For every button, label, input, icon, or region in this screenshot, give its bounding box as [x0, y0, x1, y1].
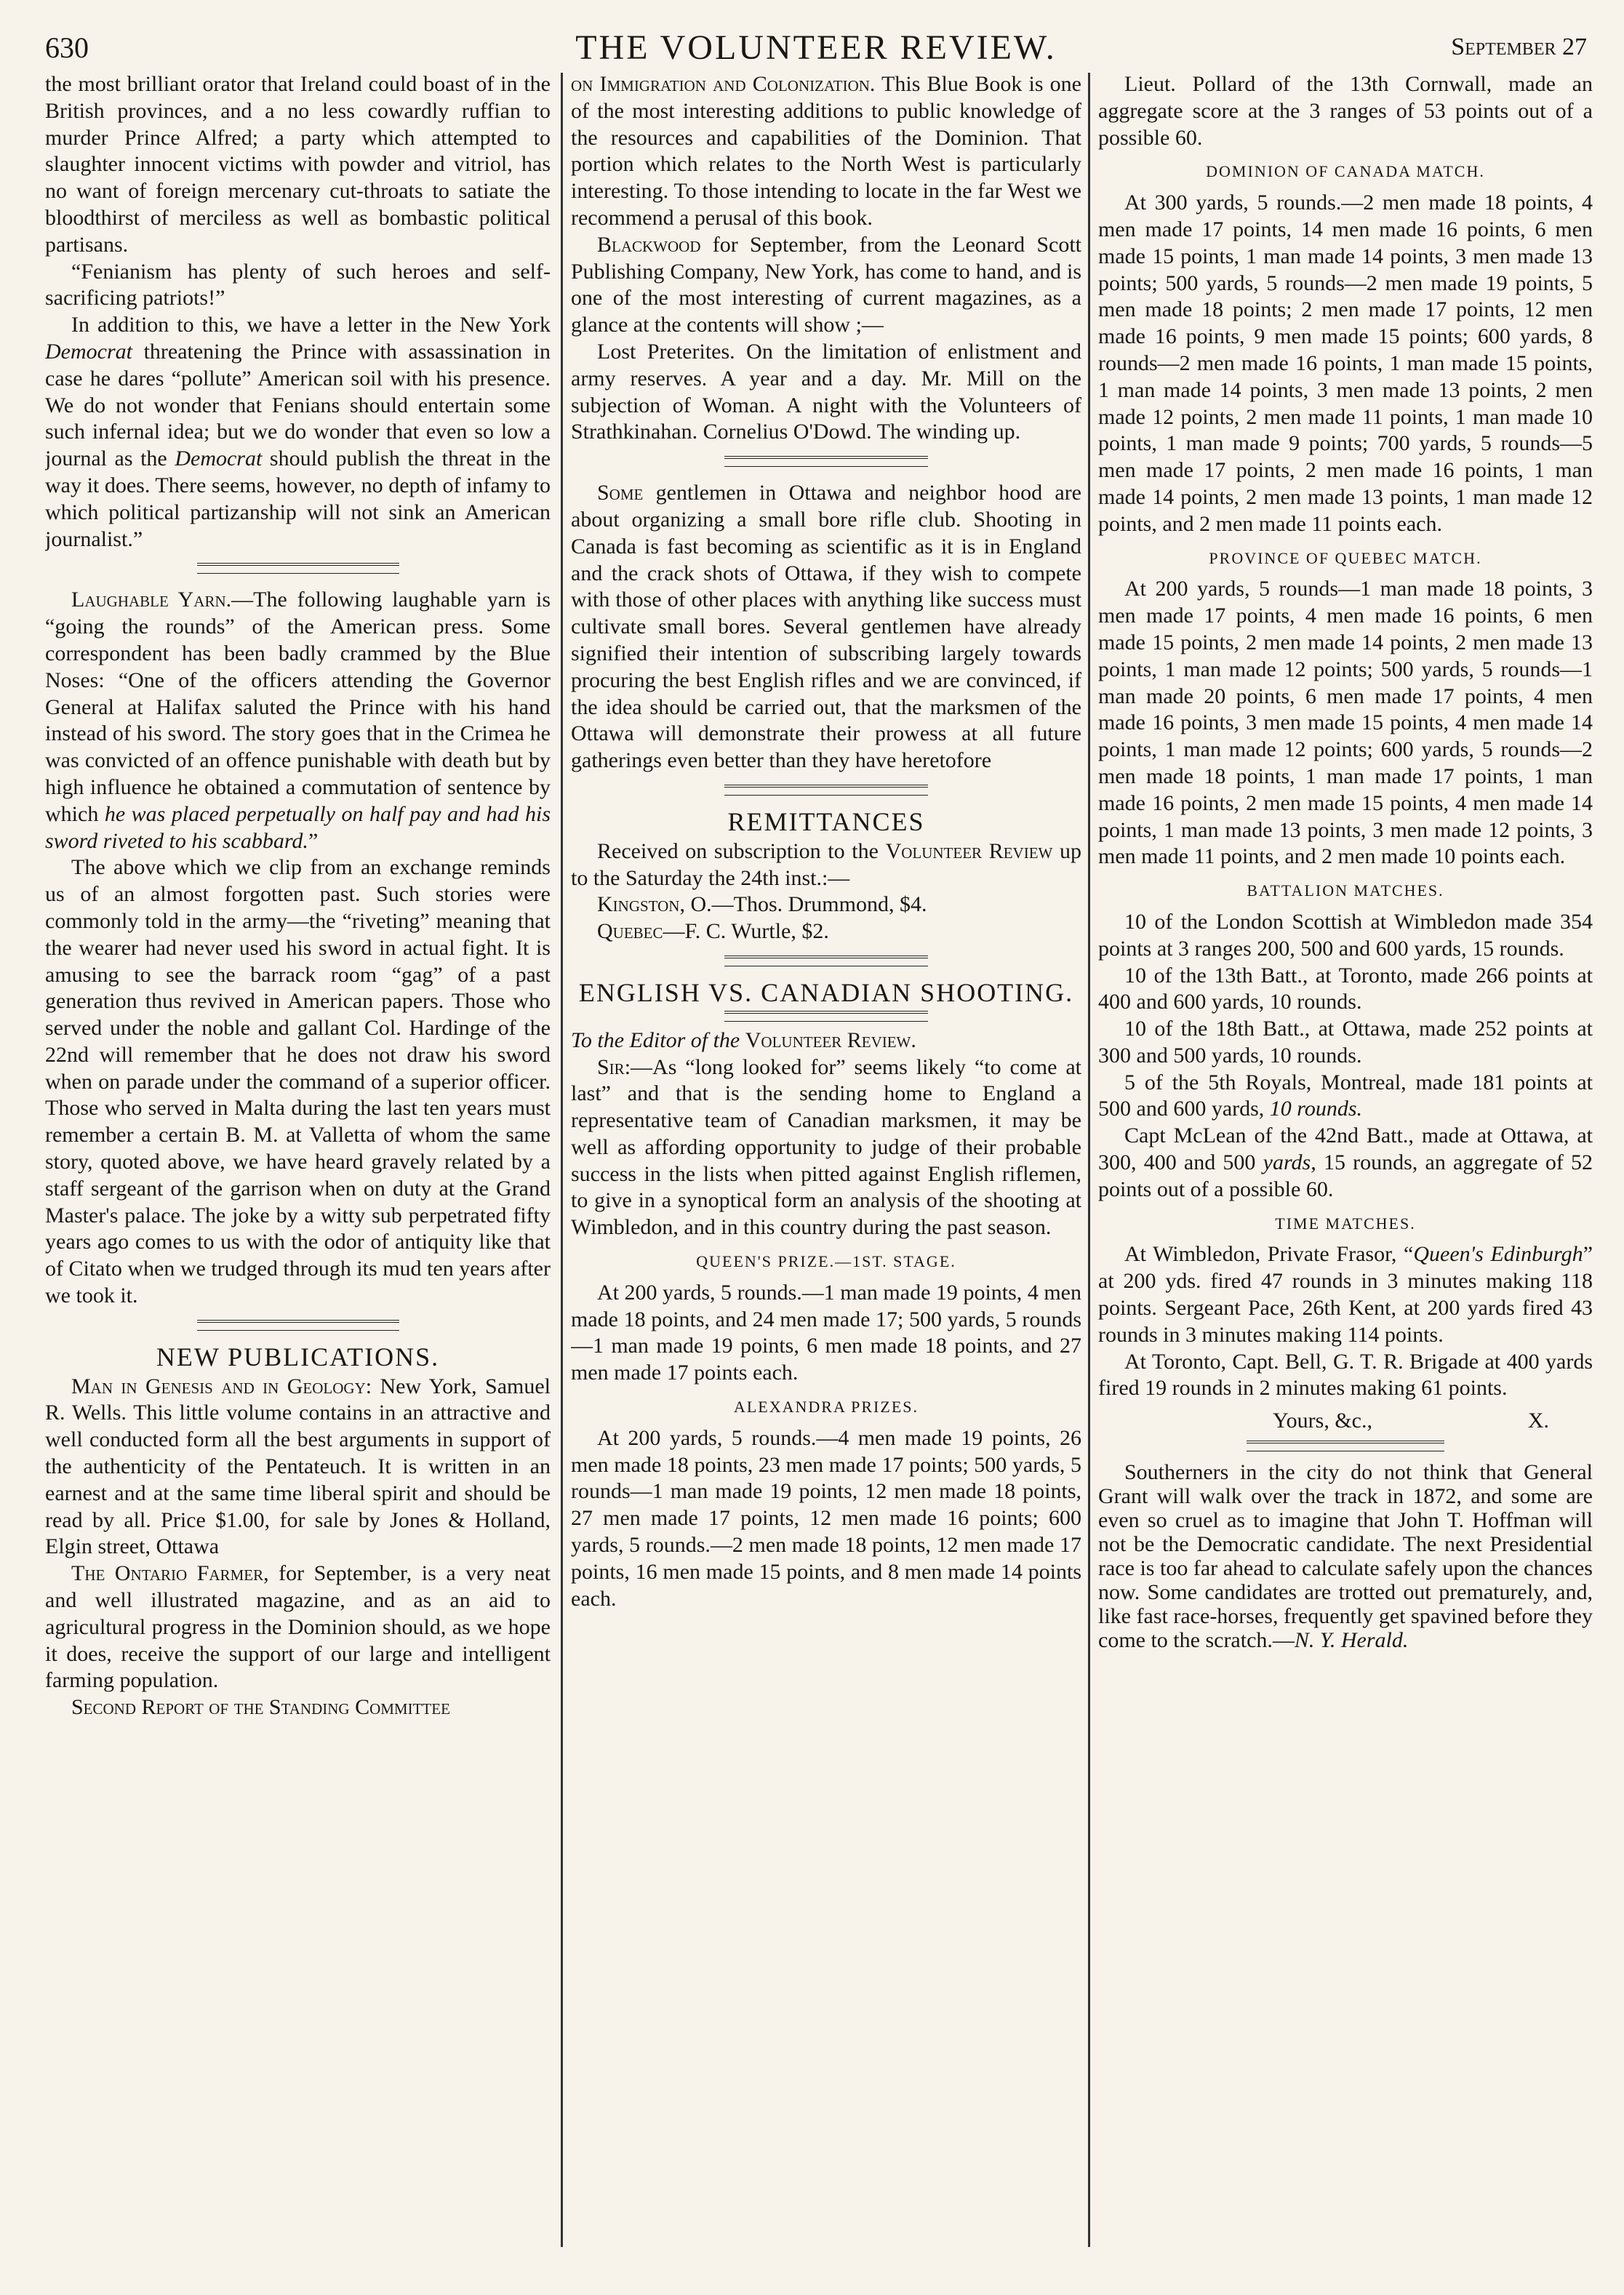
letter-signature [1098, 1408, 1593, 1435]
text: Queen's Edinburgh [1413, 1242, 1583, 1267]
text: should publish the threat in the way it does. There seems, however, no depth of infamy to which political partizanship will not sink an American journalist.” [45, 446, 551, 551]
remittance-entry [571, 918, 1081, 945]
review-entry [45, 1561, 551, 1694]
text: Southerners in the city do not think that General Grant will walk over the track in 1872, and some are even so cruel as to imagine that John T. Hoffman will not be the Democratic candidate. The next Presidential race is too far ahead to calculate safely upon the chances now. Some candidates are trotted out prematurely, and, like fast race-horses, frequently get spavined before they come to the scratch.— [1098, 1460, 1593, 1653]
paragraph: the most brilliant orator that Ireland could boast of in the British provinces, and a no less cowardly ruffian to murder Prince Alfred; a party which attempted to slaughter innocent victims with powder and vitriol, has no want of foreign mercenary cut-throats to satiate the bloodthirst of merciless as well as bombastic political partisans. [45, 72, 551, 257]
article-laughable-yarn [45, 587, 551, 854]
text: he was placed perpetually on half pay and had his sword riveted to his scabbard. [45, 801, 551, 853]
text: In addition to this, we have a letter in the New York [71, 313, 551, 337]
paragraph [571, 71, 1081, 232]
paragraph: 10 of the London Scottish at Wimbledon made 354 points at 3 ranges 200, 500 and 600 yards, 15 rounds. [1098, 909, 1593, 961]
paragraph: 10 of the 18th Batt., at Ottawa, made 252 points at 300 and 500 yards, 10 rounds. [1098, 1017, 1593, 1068]
column-3 [1098, 71, 1593, 2260]
paragraph [1098, 1070, 1593, 1124]
section-separator [724, 456, 929, 467]
text: Capt McLean of the 42nd Batt., made at Ottawa, at 300, 400 and 500 [1098, 1124, 1593, 1175]
paragraph: At 300 yards, 5 rounds.—2 men made 18 points, 4 men made 17 points, 14 men made 16 points, 6 men made 15 points, 1 man made 14 points, 3 men made 13 points; 500 yards, 5 rounds—2 men made 19 points, 5 men made 18 points; 2 men made 17 points, 12 men made 16 points, 9 men made 15 points; 600 yards, 8 rounds—2 men made 16 points, 1 man made 15 points, 1 man made 14 points, 3 men made 13 points, 2 men made 12 points, 2 men made 11 points, 1 man made 10 points, 1 man made 9 points; 700 yards, 5 rounds—5 men made 17 points, 2 men made 16 points, 1 man made 14 points, 2 men made 13 points, 1 man made 12 points, and 2 men made 11 points each. [1098, 191, 1593, 536]
text: —F. C. Wurtle, $2. [663, 919, 829, 944]
section-separator [724, 785, 929, 796]
subheading-battalion-matches: BATTALION MATCHES. [1247, 881, 1444, 900]
text: At Wimbledon, Private Frasor, “ [1124, 1242, 1414, 1267]
text: , for September, is a very neat and well illustrated magazine, and as an aid to agricultural progress in the Dominion should, as we hope it does, receive the support of our large and intelligent farming population. [45, 1561, 551, 1693]
place: Kingston, O. [597, 892, 712, 917]
text: up to the Saturday the 24th inst.:— [571, 838, 1081, 890]
salutation [571, 1028, 1081, 1054]
section-separator [197, 563, 399, 574]
paragraph: At Toronto, Capt. Bell, G. T. R. Brigade at 400 yards fired 19 rounds in 2 minutes making 61 points. [1098, 1349, 1593, 1401]
page-number: 630 [45, 31, 89, 64]
article-rifle-club [571, 480, 1081, 774]
paragraph [571, 838, 1081, 892]
subheading-quebec-match: PROVINCE OF QUEBEC MATCH. [1209, 548, 1482, 567]
review-entry [571, 232, 1081, 339]
column-1 [45, 71, 551, 2260]
section-separator [1247, 1441, 1444, 1451]
text: To the Editor of the [571, 1028, 740, 1052]
paragraph [45, 312, 551, 553]
paragraph [1098, 1241, 1593, 1348]
text: gentlemen in Ottawa and neighbor hood are about organizing a small bore rifle club. Shooting in Canada is fast becoming as scientific as it is in England and the crack shots of Ottawa, if they wish to compete with those of other places with anything like success must cultivate small bores. Several gentlemen have already signified their intention of subscribing largely towards procuring the best English rifles and we are convinced, if the idea should be carried out, that the marksmen of the Ottawa will demonstrate their prowess at all future gatherings even better than they have heretofore [571, 481, 1081, 773]
paragraph [571, 1054, 1081, 1242]
text: This Blue Book is one of the most interesting additions to public knowledge of the resources and capabilities of the Dominion. That portion which relates to the North West is particularly interesting. To those intending to locate in the far West we recommend a perusal of this book. [571, 72, 1081, 230]
place: Quebec [597, 919, 663, 944]
section-heading-remittances: REMITTANCES [727, 806, 925, 836]
publication-name: Volunteer Review [885, 838, 1053, 863]
text: for September, from the Leonard Scott Publishing Company, New York, has come to hand, and is one of the most interesting of current magazines, as a glance at the contents will show ;— [571, 232, 1081, 337]
text: 15 rounds, an aggregate of 52 points out of a possible 60. [1098, 1150, 1593, 1201]
paragraph [1098, 1460, 1593, 1652]
section-separator [197, 1320, 399, 1331]
article-heading: Laughable Yarn. [71, 588, 232, 612]
paragraph: The above which we clip from an exchange reminds us of an almost forgotten past. Such stories were commonly told in the army—the “riveting” meaning that the wearer had never used his sword in actual fight. It is amusing to see the barrack room “gag” of a past generation thus revived in American papers. Those who served under the noble and gallant Col. Hardinge of the 22nd will remember that he does not draw his sword when on parade under the command of a superior officer. Those who served in Malta during the last ten years must remember a certain B. M. at Valletta of whom the same story, quoted above, we have heard gravely related by a staff sergeant of the garrison when on duty at the Grand Master's palace. The joke by a witty sub perpetrated fifty years ago comes to us with the odor of antiquity like that of Citato when we trudged through its mud ten years after we took it. [45, 855, 551, 1308]
signature: X. [1527, 1409, 1549, 1433]
section-separator [724, 1011, 929, 1022]
subheading-queens-prize: QUEEN'S PRIZE.—1ST. STAGE. [696, 1252, 956, 1271]
magazine-title: The Ontario Farmer [71, 1561, 264, 1586]
text: :—As “long looked for” seems likely “to come at last” and that is the sending home to England a representative team of Canadian marksmen, it may be well as affording opportunity to judge of their probable success in the lists when pitted against English riflemen, to give in a synoptical form an analysis of the shooting at Wimbledon, and in this country during the past season. [571, 1054, 1081, 1240]
text: 10 rounds. [1269, 1097, 1363, 1121]
publication-name: Democrat [45, 339, 132, 364]
text: threatening the Prince with assassination in case he dares “pollute” American soil with his presence. We do not wonder that Fenians should entertain some such infernal idea; but we do wonder that even so low a journal as the [45, 339, 551, 471]
text: ” at 200 yds. fired 47 rounds in 3 minutes making 118 points. Sergeant Pace, 26th Kent, at 200 yards fired 43 rounds in 3 minutes making 114 points. [1098, 1242, 1593, 1347]
text: : New York, Samuel R. Wells. This little volume contains in an attractive and well conducted form all the best arguments in support of the authenticity of the Pentateuch. It is written in an earnest and at the same time liberal spirit and should be read by all. Price $1.00, for sale by Jones & Holland, Elgin street, Ottawa [45, 1374, 551, 1559]
subheading-time-matches: TIME MATCHES. [1275, 1214, 1416, 1233]
subheading-dominion-match: DOMINION OF CANADA MATCH. [1206, 162, 1485, 181]
masthead-title: THE VOLUNTEER REVIEW. [575, 28, 1057, 67]
column-2 [571, 71, 1081, 2260]
column-rule [1088, 73, 1090, 2247]
remittance-entry [571, 892, 1081, 918]
page-header [45, 25, 1587, 68]
section-separator [724, 956, 929, 966]
text: ” [308, 828, 319, 853]
section-heading-new-publications: NEW PUBLICATIONS. [156, 1342, 440, 1371]
contents-list: Lost Preterites. On the limitation of enlistment and army reserves. A year and a day. Mr. Mill on the subjection of Woman. A night with the Volunteers of Strathkinahan. Cornelius O'Dowd. The winding up. [571, 339, 1081, 444]
paragraph: 10 of the 13th Batt., at Toronto, made 266 points at 400 and 600 yards, 10 rounds. [1098, 963, 1593, 1014]
text: 5 of the 5th Royals, Montreal, made 181 points at 500 and 600 yards, [1098, 1070, 1593, 1121]
paragraph: At 200 yards, 5 rounds.—4 men made 19 points, 26 men made 18 points, 23 men made 17 points; 500 yards, 5 rounds—1 man made 19 points, 12 men made 18 points, 27 men made 17 points, 12 men made 16 points; 600 yards, 5 rounds.—2 men made 18 points, 12 men made 17 points, 16 men made 15 points, and 8 men made 14 points each. [571, 1425, 1081, 1611]
paragraph: At 200 yards, 5 rounds—1 man made 18 points, 3 men made 17 points, 4 men made 16 points, 6 men made 15 points, 2 men made 14 points, 2 men made 13 points, 1 man made 12 points; 500 yards, 5 rounds—1 man made 20 points, 6 men made 17 points, 4 men made 16 points, 3 men made 15 points, 4 men made 14 points, 1 man made 12 points; 600 yards, 5 rounds—2 men made 18 points, 1 man made 17 points, 1 man made 16 points, 2 men made 15 points, 4 men made 14 points, 1 man made 13 points, 3 men made 12 points, 3 men made 11 points, and 2 men made 10 points each. [1098, 577, 1593, 869]
text: —The following laughable yarn is “going the rounds” of the American press. Some correspondent has been badly crammed by the Blue Noses: “One of the officers attending the Governor General at Halifax saluted the Prince with his hand instead of his sword. The story goes that in the Crimea he was convicted of an offence punishable with death but by high influence he obtained a commutation of sentence by which [45, 588, 551, 826]
text: yards, [1263, 1150, 1316, 1175]
report-title: on Immigration and Colonization. [571, 72, 876, 96]
publication-name: Democrat [175, 446, 263, 471]
text: Some [597, 481, 644, 505]
paragraph: “Fenianism has plenty of such heroes and self-sacrificing patriots!” [45, 259, 551, 311]
review-entry [45, 1374, 551, 1561]
publication-name: Volunteer Review. [745, 1028, 916, 1052]
sign-off: Yours, &c., [1273, 1409, 1372, 1433]
report-title: Second Report of the Standing Committee [71, 1695, 450, 1720]
magazine-title: Blackwood [597, 232, 701, 257]
subheading-alexandra-prizes: ALEXANDRA PRIZES. [733, 1398, 919, 1417]
book-title: Man in Genesis and in Geology [71, 1374, 366, 1398]
paragraph: At 200 yards, 5 rounds.—1 man made 19 points, 4 men made 18 points, and 24 men made 17; 500 yards, 5 rounds—1 man made 19 points, 6 men made 18 points, and 27 men made 17 points each. [571, 1280, 1081, 1385]
paragraph [1098, 1123, 1593, 1203]
dateline: September 27 [1451, 33, 1587, 60]
text: —Thos. Drummond, $4. [711, 892, 927, 917]
source-credit: N. Y. Herald. [1294, 1628, 1409, 1653]
text: Sir [597, 1054, 625, 1079]
section-heading-english-vs-canadian: ENGLISH VS. CANADIAN SHOOTING. [578, 977, 1074, 1007]
paragraph: Lieut. Pollard of the 13th Cornwall, made an aggregate score at the 3 ranges of 53 points out of a possible 60. [1098, 72, 1593, 150]
text: Received on subscription to the [597, 838, 879, 863]
column-rule [561, 73, 563, 2247]
